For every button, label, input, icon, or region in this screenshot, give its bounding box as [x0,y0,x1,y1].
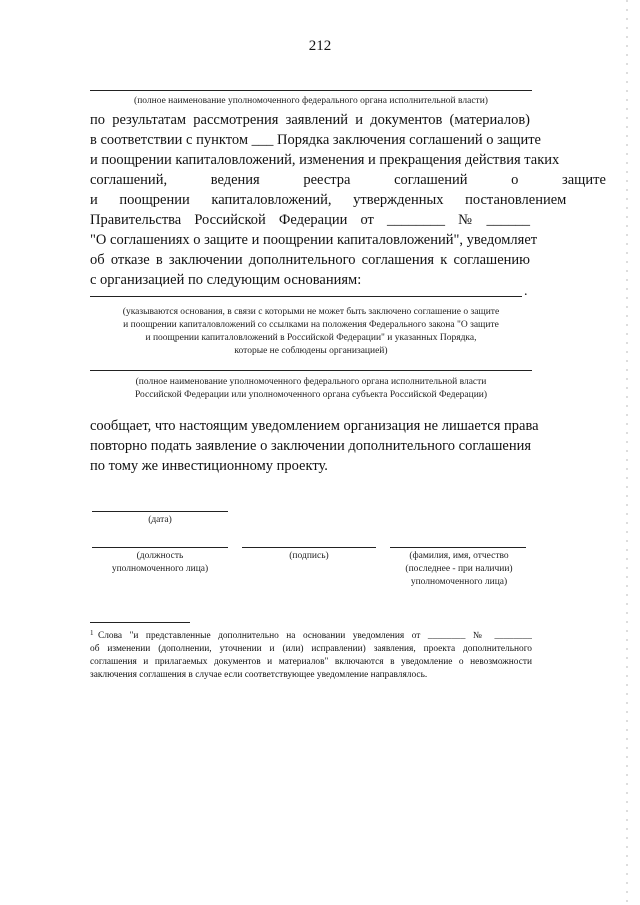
grounds-caption-line: и поощрении капиталовложений со ссылками на положения Федерального закона "О защите [123,320,499,330]
grounds-caption-line: и поощрении капиталовложений в Российской Федерации" и указанных Порядка, [145,333,477,343]
organ-name-blank-line [90,90,532,91]
name-blank-line [390,547,526,548]
body2-line: повторно подать заявление о заключении дополнительного соглашения [90,438,532,454]
signature-blank-line [242,547,376,548]
body-line: "О соглашениях о защите и поощрении капиталовложений", уведомляет [90,232,538,248]
footnote-line: заключения соглашения в случае если соответствующее уведомление направлялось. [90,670,428,680]
footnote-line [90,630,532,643]
body2-line: сообщает, что настоящим уведомлением организация не лишается права [90,418,539,434]
name-caption-line: (фамилия, имя, отчество [409,551,509,561]
body-line: с организацией по следующим основаниям: [90,272,362,288]
position-caption-line: уполномоченного лица) [111,564,209,574]
footnote-mark: 1 [90,629,94,637]
footnote-line: соглашения и прилагаемых документов и материалов" включаются в уведомление о невозможности [90,657,532,667]
signature-caption: (подпись) [289,551,329,561]
grounds-caption-line: которые не соблюдены организацией) [234,346,388,356]
date-blank-line [92,511,228,512]
date-caption: (дата) [148,515,172,525]
body-line: соглашений, ведения реестра соглашений о защите [90,172,606,188]
organ2-blank-line [90,370,532,371]
body-line: и поощрении капиталовложений, утвержденных постановлением [90,192,567,208]
name-caption-line: уполномоченного лица) [410,577,508,587]
body2-line: по тому же инвестиционному проекту. [90,458,328,474]
organ2-caption-line: (полное наименование уполномоченного федерального органа исполнительной власти [135,377,487,387]
body-line: об отказе в заключении дополнительного соглашения к соглашению [90,252,530,268]
grounds-period: . [524,284,528,299]
name-caption-line: (последнее - при наличии) [405,564,513,574]
grounds-blank-line [90,296,522,297]
footnote-separator [90,622,190,623]
body-line: Правительства Российской Федерации от ________ № ______ [90,212,530,228]
body-line: по результатам рассмотрения заявлений и документов (материалов) [90,112,530,128]
organ2-caption-line: Российской Федерации или уполномоченного органа субъекта Российской Федерации) [134,390,488,400]
footnote-line-text: Слова "и представленные дополнительно на основании уведомления от ________ № ________ [98,631,532,641]
footnote-line: об изменении (дополнении, уточнении и (или) исправлении) заявления, проекта дополнительного [90,644,532,654]
scan-edge-marks [626,0,628,905]
position-caption-line: (должность [136,551,184,561]
footnote [90,630,532,686]
body-line: в соответствии с пунктом ___ Порядка заключения соглашений о защите [90,132,541,148]
organ-name-caption: (полное наименование уполномоченного федерального органа исполнительной власти) [134,96,488,106]
position-blank-line [92,547,228,548]
body-line: и поощрении капиталовложений, изменения и прекращения действия таких [90,152,560,168]
grounds-caption-line: (указываются основания, в связи с которыми не может быть заключено соглашение о защите [122,307,500,317]
page-number: 212 [308,38,332,54]
